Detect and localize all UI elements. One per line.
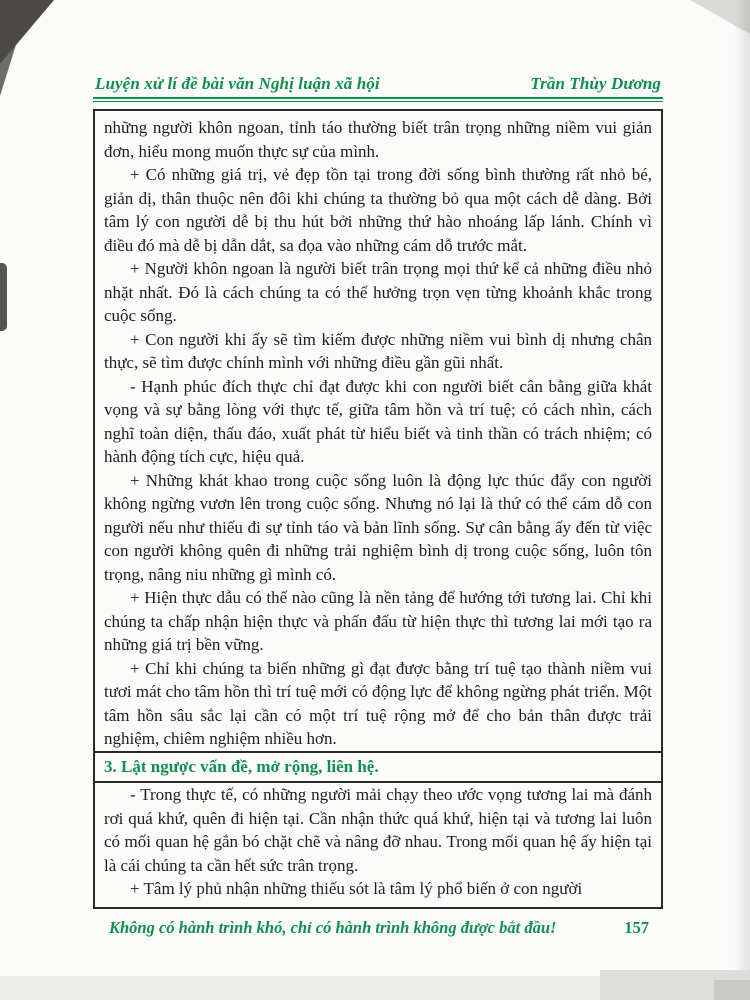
paragraph: + Có những giá trị, vẻ đẹp tồn tại trong đời sống bình thường rất nhỏ bé, giản dị, thân thuộc nên đôi khi chúng ta thường bỏ qua một cách dễ dàng. Bởi tâm lý con người dễ bị thu hút bởi những thứ hào nhoáng lấp lánh. Chính vì điều đó mà dễ bị dẫn dắt, sa đọa vào những cám dỗ trước mắt. (104, 165, 652, 255)
paragraph: + Chỉ khi chúng ta biến những gì đạt được bằng trí tuệ tạo thành niềm vui tươi mát cho tâm hồn thì trí tuệ mới có động lực để không ngừng phát triển. Một tâm hồn sâu sắc lại cần có một trí tuệ rộng mở để cho bản thân được trải nghiệm, chiêm nghiệm nhiều hơn. (104, 658, 652, 748)
book-title: Luyện xử lí đề bài văn Nghị luận xã hội (95, 74, 380, 93)
paragraph: - Hạnh phúc đích thực chỉ đạt được khi con người biết cân bằng giữa khát vọng và sự bằng lòng với thực tế, giữa tâm hồn và trí tuệ; có cách nhìn, cách nghĩ toàn diện, thấu đáo, xuất phát từ hiểu biết và tinh thần có trách nhiệm; có hành động tích cực, hiệu quả. (104, 376, 652, 466)
page-footer (93, 918, 663, 938)
book-page (93, 74, 663, 938)
author-name: Trần Thùy Dương (530, 74, 661, 93)
paragraph: những người khôn ngoan, tỉnh táo thường biết trân trọng những niềm vui giản đơn, hiểu mong muốn thực sự của mình. (104, 118, 652, 161)
paragraph: + Tâm lý phủ nhận những thiếu sót là tâm lý phổ biến ở con người (130, 879, 583, 898)
paragraph: + Hiện thực dẫu có thế nào cũng là nền tảng để hướng tới tương lai. Chỉ khi chúng ta chấp nhận hiện thực và phấn đấu từ hiện thực thì tương lai mới tạo ra những giá trị bền vững. (104, 588, 652, 654)
paragraph: - Trong thực tế, có những người mải chạy theo ước vọng tương lai mà đánh rơi quá khứ, quên đi hiện tại. Cần nhận thức quá khứ, hiện tại và tương lai luôn có mối quan hệ gắn bó chặt chẽ và nâng đỡ nhau. Trong mối quan hệ ấy hiện tại là cái chúng ta cần hết sức trân trọng. (104, 785, 652, 875)
photo-artifact-left-edge (0, 263, 7, 331)
page-header (93, 74, 663, 94)
footer-quote: Không có hành trình khó, chỉ có hành trình không được bắt đầu! (109, 917, 557, 937)
page-number: 157 (624, 917, 649, 937)
photo-artifact-bottom-right-corner (714, 980, 750, 1000)
paragraph: + Con người khi ấy sẽ tìm kiếm được những niềm vui bình dị nhưng chân thực, sẽ tìm được chính mình với những điều gần gũi nhất. (104, 329, 652, 372)
section-heading: 3. Lật ngược vấn đề, mở rộng, liên hệ. (95, 751, 661, 784)
content-box (93, 109, 663, 909)
paragraph: + Người khôn ngoan là người biết trân trọng mọi thứ kể cả những điều nhỏ nhặt nhất. Đó là cách chúng ta có thể hưởng trọn vẹn từng khoảnh khắc trong cuộc sống. (104, 259, 652, 325)
photo-artifact-page-edge-shadow (734, 0, 750, 1000)
photo-artifact-top-left-corner (0, 0, 54, 64)
header-rule (93, 97, 663, 102)
paragraph: + Những khát khao trong cuộc sống luôn là động lực thúc đẩy con người không ngừng vươn lên trong cuộc sống. Nhưng nó lại là thứ có thể cám dỗ con người nếu như thiếu đi sự tỉnh táo và bản lĩnh sống. Sự cân bằng ấy đến từ việc con người không quên đi những trải nghiệm bình dị trong cuộc sống, luôn tôn trọng, nâng niu những gì mình có. (104, 470, 652, 584)
